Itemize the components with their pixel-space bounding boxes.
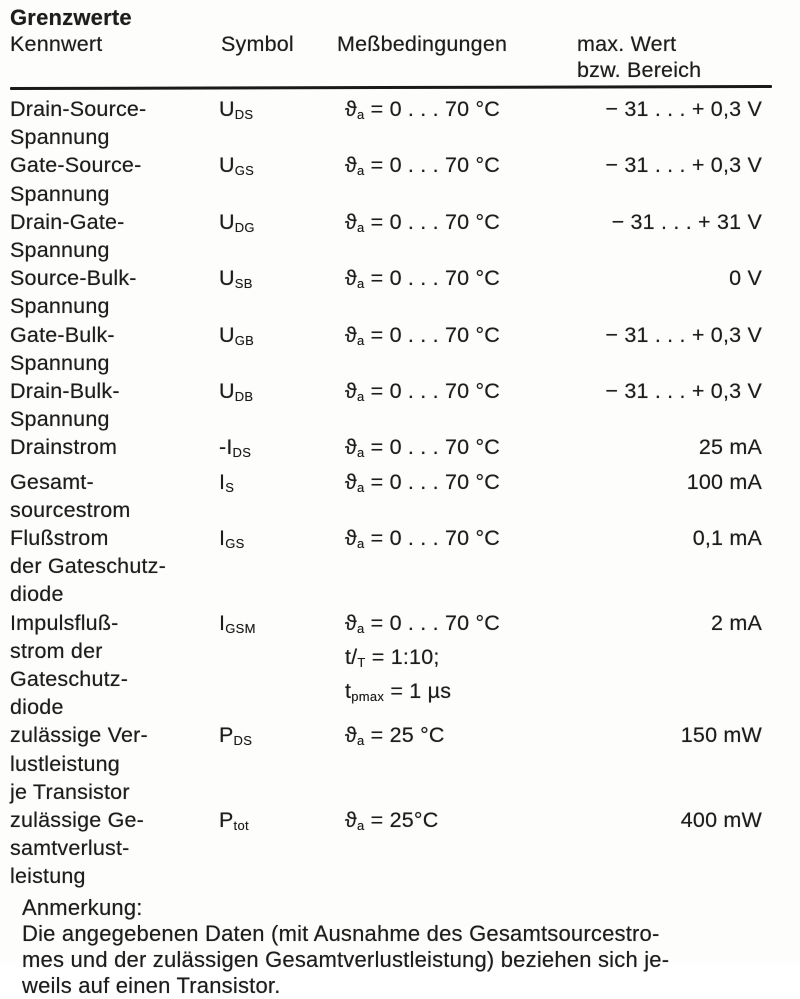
kennwert-cell (10, 321, 215, 377)
symbol: UGB (219, 322, 255, 348)
symbol-cell (215, 321, 337, 355)
note-line: weils auf einen Transistor. (22, 972, 281, 998)
value-cell (577, 377, 800, 405)
kennwert-line: Gate-Source- (10, 153, 142, 178)
conditions-cell (337, 377, 577, 411)
condition-line: ϑa = 0 . . . 70 °C (345, 379, 500, 405)
conditions-cell (337, 264, 577, 298)
kennwert-line: Drainstrom (10, 435, 118, 460)
symbol: IS (219, 469, 235, 495)
kennwert-line: Drain-Gate- (10, 209, 125, 234)
condition-line: ϑa = 0 . . . 70 °C (345, 153, 500, 179)
conditions-cell (337, 721, 577, 755)
symbol-cell (215, 806, 337, 840)
conditions-cell (337, 433, 577, 467)
value-cell (577, 208, 800, 236)
max-value: − 31 . . . + 0,3 V (605, 379, 762, 404)
symbol: UGS (219, 153, 255, 179)
kennwert-line: Spannung (10, 125, 110, 150)
kennwert-line: Spannung (10, 294, 110, 319)
kennwert-line: zulässige Ver- (10, 723, 148, 748)
conditions-cell (337, 524, 577, 558)
symbol-cell (215, 151, 337, 185)
condition-line: ϑa = 0 . . . 70 °C (345, 322, 500, 348)
conditions-cell (337, 609, 577, 712)
table-body (10, 95, 800, 891)
kennwert-line: Gesamt- (10, 469, 94, 494)
symbol: UDG (219, 209, 255, 235)
symbol: PDS (219, 723, 253, 749)
kennwert-line: Spannung (10, 181, 110, 206)
kennwert-cell (10, 721, 215, 806)
kennwert-line: Spannung (10, 238, 110, 263)
kennwert-cell (10, 264, 215, 320)
symbol-cell (215, 264, 337, 298)
kennwert-line: zulässige Ge- (10, 808, 145, 833)
note-line: mes und der zulässigen Gesamtverlustleistung) beziehen sich je- (22, 946, 670, 972)
kennwert-cell (10, 524, 215, 609)
table-row (10, 95, 800, 151)
kennwert-line: leistung (10, 864, 86, 889)
max-value: 400 mW (680, 808, 762, 833)
max-value: 2 mA (711, 610, 762, 635)
condition-line: ϑa = 0 . . . 70 °C (345, 610, 500, 636)
symbol: USB (219, 266, 253, 292)
conditions-cell (337, 95, 577, 129)
value-cell (577, 433, 800, 461)
header-max-wert (577, 31, 800, 83)
symbol: IGS (219, 526, 245, 552)
kennwert-cell (10, 609, 215, 722)
condition-line: ϑa = 0 . . . 70 °C (345, 469, 500, 495)
conditions-cell (337, 806, 577, 840)
value-cell (577, 95, 800, 123)
kennwert-line: diode (10, 582, 64, 607)
max-value: 0 V (729, 266, 762, 291)
value-cell (577, 151, 800, 179)
symbol-cell (215, 721, 337, 755)
header-kennwert: Kennwert (10, 32, 103, 56)
kennwert-line: sourcestrom (10, 497, 131, 522)
table-row (10, 806, 800, 891)
symbol-cell (215, 95, 337, 129)
conditions-cell (337, 321, 577, 355)
kennwert-line: strom der (10, 638, 103, 663)
condition-line: ϑa = 0 . . . 70 °C (345, 526, 500, 552)
condition-line: ϑa = 0 . . . 70 °C (345, 97, 500, 122)
header-symbol: Symbol (221, 32, 294, 56)
table-row (10, 468, 800, 524)
symbol: IGSM (219, 610, 256, 636)
condition-line: ϑa = 25 °C (345, 723, 445, 749)
conditions-cell (337, 468, 577, 502)
kennwert-cell (10, 377, 215, 433)
table-header (10, 31, 800, 83)
kennwert-line: diode (10, 695, 64, 720)
table-row (10, 151, 800, 207)
kennwert-line: je Transistor (10, 779, 130, 804)
kennwert-line: Spannung (10, 350, 110, 375)
symbol-cell (215, 468, 337, 502)
condition-line: tpmax = 1 µs (345, 679, 452, 705)
kennwert-line: lustleistung (10, 751, 120, 776)
symbol: UDB (219, 379, 254, 405)
condition-line: ϑa = 25°C (345, 808, 439, 834)
symbol-cell (215, 377, 337, 411)
table-row (10, 524, 800, 609)
symbol-cell (215, 433, 337, 467)
condition-line: t/T = 1:10; (345, 644, 440, 670)
kennwert-line: Spannung (10, 407, 110, 432)
value-cell (577, 264, 800, 292)
max-value: − 31 . . . + 0,3 V (605, 97, 762, 121)
condition-line: ϑa = 0 . . . 70 °C (345, 209, 500, 235)
kennwert-cell (10, 95, 215, 151)
table-row (10, 433, 800, 467)
max-value: − 31 . . . + 0,3 V (605, 153, 762, 178)
max-value: − 31 . . . + 0,3 V (605, 322, 762, 347)
kennwert-line: Impulsfluß- (10, 610, 119, 635)
value-cell (577, 524, 800, 552)
value-cell (577, 806, 800, 834)
kennwert-line: samtverlust- (10, 836, 130, 861)
symbol-cell (215, 524, 337, 558)
condition-line: ϑa = 0 . . . 70 °C (345, 435, 500, 461)
header-max-wert-line1: max. Wert (577, 32, 677, 56)
value-cell (577, 468, 800, 496)
kennwert-cell (10, 151, 215, 207)
table-row (10, 721, 800, 806)
table-row (10, 321, 800, 377)
kennwert-line: Gate-Bulk- (10, 322, 115, 347)
header-divider (10, 85, 772, 90)
kennwert-line: Drain-Bulk- (10, 379, 120, 404)
max-value: 150 mW (680, 723, 762, 748)
note-section (22, 895, 800, 999)
symbol-cell (215, 609, 337, 643)
page-title: Grenzwerte (10, 5, 132, 30)
value-cell (577, 609, 800, 637)
kennwert-cell (10, 433, 215, 461)
kennwert-line: Gateschutz- (10, 667, 129, 692)
value-cell (577, 321, 800, 349)
table-row (10, 377, 800, 433)
conditions-cell (337, 151, 577, 185)
symbol: Ptot (219, 808, 249, 834)
note-line: Die angegebenen Daten (mit Ausnahme des Gesamtsourcestro- (22, 920, 660, 946)
kennwert-cell (10, 208, 215, 264)
note-heading: Anmerkung: (22, 894, 143, 920)
header-messbedingungen: Meßbedingungen (337, 32, 508, 56)
kennwert-line: Flußstrom (10, 526, 109, 551)
header-max-wert-line2: bzw. Bereich (577, 58, 702, 82)
kennwert-cell (10, 468, 215, 524)
symbol: -IDS (219, 435, 252, 461)
symbol-cell (215, 208, 337, 242)
symbol: UDS (219, 97, 254, 122)
table-row (10, 609, 800, 722)
table-row (10, 208, 800, 264)
value-cell (577, 721, 800, 749)
kennwert-cell (10, 806, 215, 891)
kennwert-line: Drain-Source- (10, 97, 147, 121)
table-row (10, 264, 800, 320)
conditions-cell (337, 208, 577, 242)
kennwert-line: der Gateschutz- (10, 554, 166, 579)
condition-line: ϑa = 0 . . . 70 °C (345, 266, 500, 292)
kennwert-line: Source-Bulk- (10, 266, 137, 291)
max-value: 25 mA (698, 435, 762, 460)
max-value: 0,1 mA (692, 526, 762, 551)
max-value: 100 mA (686, 469, 762, 494)
max-value: − 31 . . . + 31 V (611, 209, 762, 234)
